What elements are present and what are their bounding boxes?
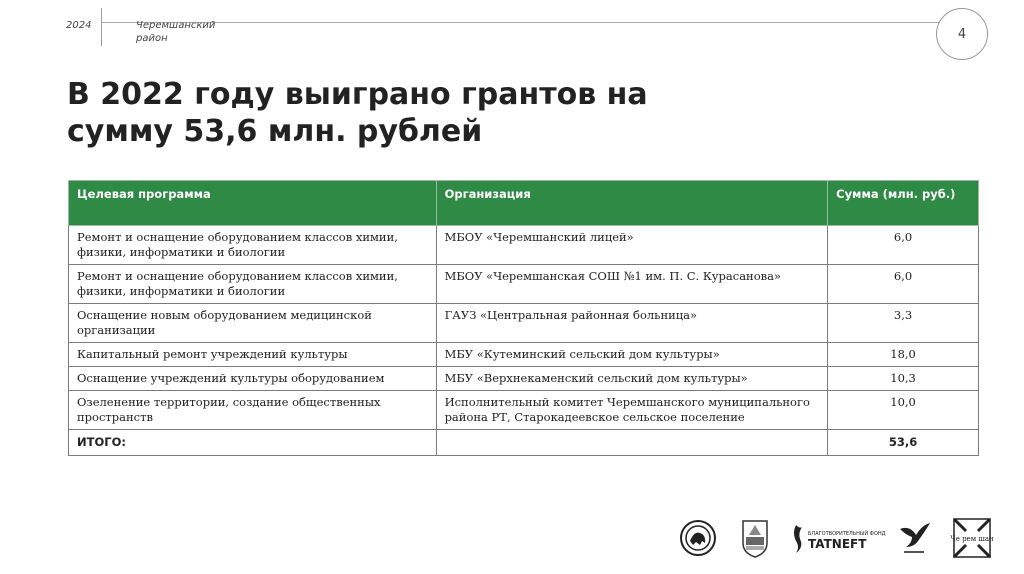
column-header-program: Целевая программа [69,181,437,226]
cell-program: Оснащение учреждений культуры оборудованием [69,367,437,391]
table-header-row [69,181,979,226]
header-region: Черемшанский район [136,20,216,44]
cell-organization: МБОУ «Черемшанская СОШ №1 им. П. С. Курасанова» [436,265,828,304]
table-row [69,304,979,343]
cheremshan-brand-text: Че рем шан [950,535,994,543]
header-separator [101,8,102,46]
cell-organization: МБОУ «Черемшанский лицей» [436,226,828,265]
page-number: 4 [957,26,967,42]
tatneft-fund-logo [790,517,886,559]
district-coat-of-arms-icon [740,517,770,559]
cell-organization: МБУ «Кутеминский сельский дом культуры» [436,343,828,367]
table-row [69,226,979,265]
cell-sum: 18,0 [828,343,979,367]
column-header-sum: Сумма (млн. руб.) [828,181,979,226]
cell-sum: 3,3 [828,304,979,343]
total-empty-cell [436,430,828,456]
tatneft-fund-caption: БЛАГОТВОРИТЕЛЬНЫЙ ФОНД [808,531,886,537]
cheremshan-brand-logo [952,517,992,559]
cell-program: Ремонт и оснащение оборудованием классов химии, физики, информатики и биологии [69,265,437,304]
total-sum: 53,6 [828,430,979,456]
cell-sum: 6,0 [828,265,979,304]
table-row [69,343,979,367]
cell-program: Оснащение новым оборудованием медицинской организации [69,304,437,343]
slide-title-line-1: В 2022 году выиграно грантов на [67,77,648,112]
grants-table [68,180,979,456]
cell-program: Ремонт и оснащение оборудованием классов химии, физики, информатики и биологии [69,226,437,265]
total-label: ИТОГО: [69,430,437,456]
cell-program: Озеленение территории, создание общественных пространств [69,391,437,430]
cell-sum: 6,0 [828,226,979,265]
table-row [69,265,979,304]
column-header-organization: Организация [436,181,828,226]
tatneft-wordmark: TATNEFT [808,537,867,551]
cell-program: Капитальный ремонт учреждений культуры [69,343,437,367]
partner-logos [678,517,998,563]
tatarstan-emblem-icon [678,517,718,559]
header-year: 2024 [66,20,92,31]
cell-organization: ГАУЗ «Центральная районная больница» [436,304,828,343]
cell-sum: 10,3 [828,367,979,391]
bird-logo-icon [896,517,932,559]
slide-title-line-2: сумму 53,6 млн. рублей [67,114,483,149]
cell-sum: 10,0 [828,391,979,430]
page-number-badge [936,8,988,60]
cell-organization: МБУ «Верхнекаменский сельский дом культуры» [436,367,828,391]
cell-organization: Исполнительный комитет Черемшанского муниципального района РТ, Старокадеевское сельское поселение [436,391,828,430]
table-row [69,391,979,430]
table-row [69,367,979,391]
slide-title [67,76,767,150]
table-total-row [69,430,979,456]
